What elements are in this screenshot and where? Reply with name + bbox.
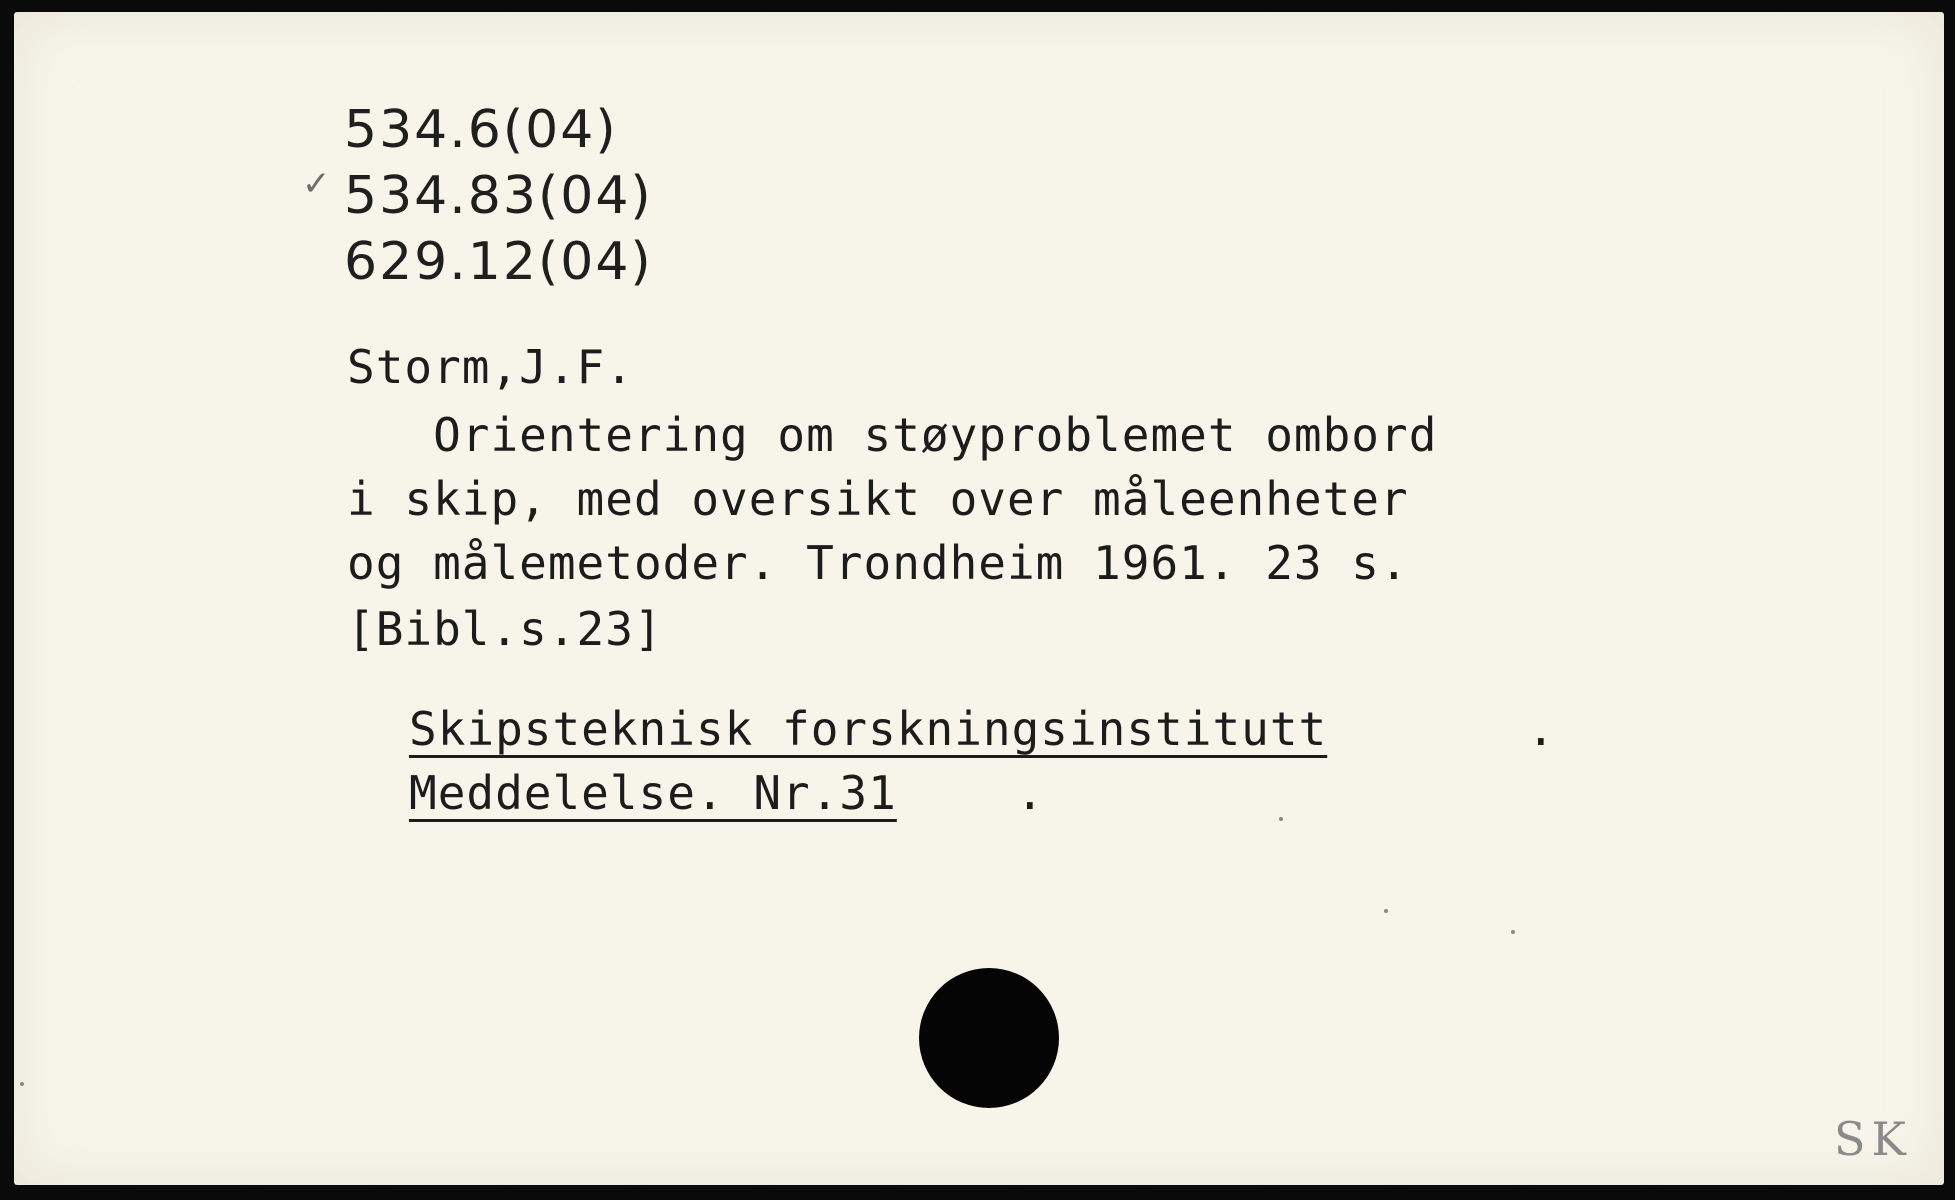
title-line-2: i skip, med oversikt over måleenheter (347, 472, 1409, 526)
catalog-card (14, 12, 1944, 1185)
author: Storm,J.F. (347, 340, 634, 394)
classification-number-2: 534.83(04) (344, 166, 653, 226)
paper-speck (1279, 817, 1283, 821)
title-line-1: Orientering om støyproblemet ombord (347, 408, 1438, 462)
series-number: Meddelelse. Nr.31 (409, 766, 897, 820)
paper-speck (20, 1082, 24, 1086)
stamp-initials: SK (1834, 1112, 1912, 1166)
series-number-period: . (1016, 766, 1044, 820)
bibliography-note: [Bibl.s.23] (347, 602, 663, 656)
classification-number-1: 534.6(04) (344, 100, 618, 160)
series-name-period: . (1527, 702, 1555, 756)
punch-hole (919, 968, 1059, 1108)
check-mark: ✓ (302, 164, 331, 204)
classification-number-3: 629.12(04) (344, 232, 653, 292)
paper-speck (1511, 930, 1515, 934)
series-name: Skipsteknisk forskningsinstitutt (409, 702, 1328, 756)
paper-speck (1384, 909, 1388, 913)
title-line-3: og målemetoder. Trondheim 1961. 23 s. (347, 536, 1409, 590)
